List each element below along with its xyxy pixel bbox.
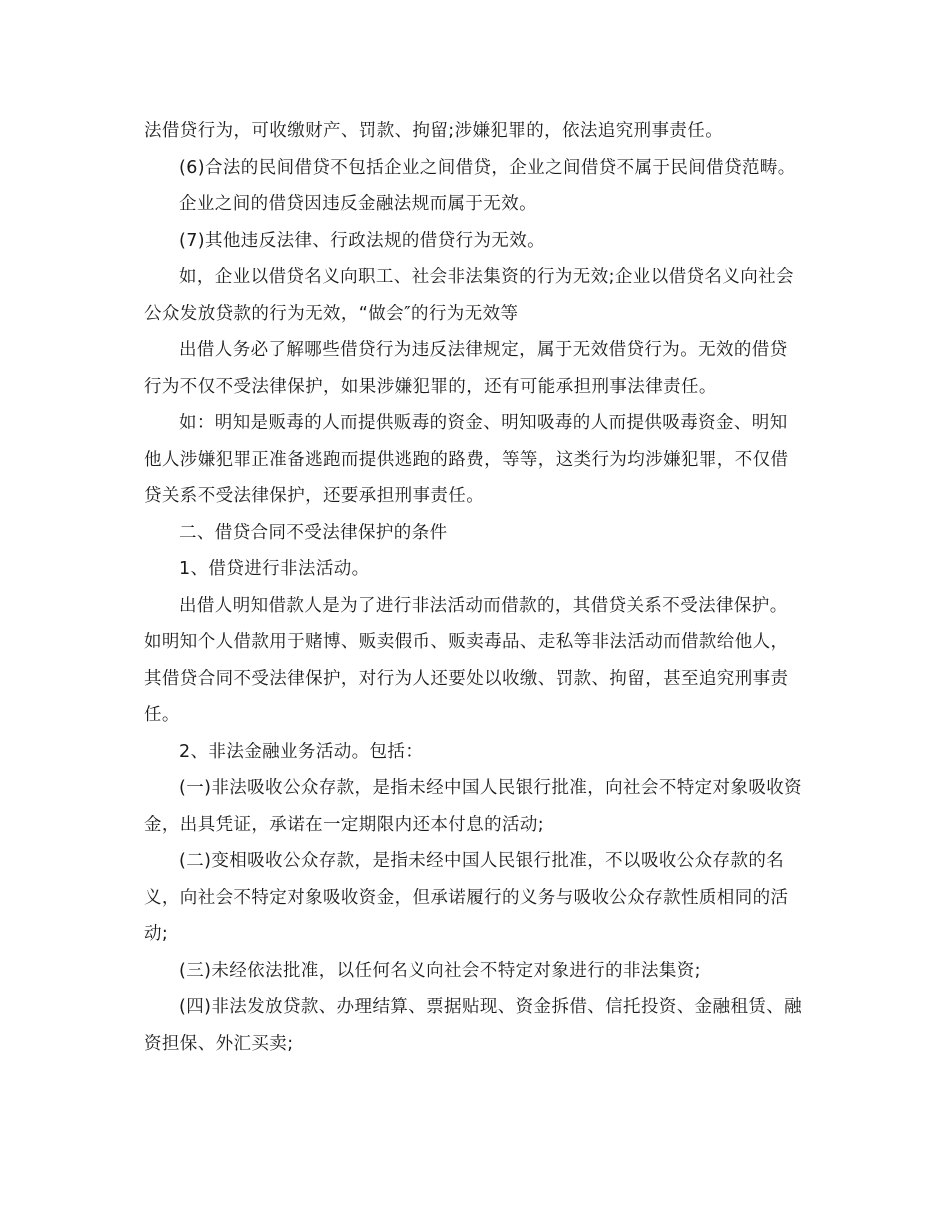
list-item-3: (三)未经依法批准，以任何名义向社会不特定对象进行的非法集资; — [179, 960, 701, 981]
paragraph-continuation: 法借贷行为，可收缴财产、罚款、拘留;涉嫌犯罪的，依法追究刑事责任。 — [144, 121, 724, 141]
paragraph-enterprise-lending: 企业之间的借贷因违反金融法规而属于无效。 — [179, 194, 537, 214]
subheading-illegal-activity: 1、借贷进行非法活动。 — [179, 559, 370, 579]
subheading-illegal-finance: 2、非法金融业务活动。包括： — [179, 741, 424, 762]
section-heading-2: 二、借贷合同不受法律保护的条件 — [179, 522, 448, 543]
list-item-1: (一)非法吸收公众存款，是指未经中国人民银行批准，向社会不特定对象吸收资金，出具凭证，承诺在一定期限内还本付息的活动; — [144, 778, 803, 835]
document-body — [144, 113, 804, 1062]
paragraph-lender-awareness: 出借人务必了解哪些借贷行为违反法律规定，属于无效借贷行为。无效的借贷行为不仅不受法律保护，如果涉嫌犯罪的，还有可能承担刑事法律责任。 — [144, 340, 788, 397]
list-item-2: (二)变相吸收公众存款，是指未经中国人民银行批准，不以吸收公众存款的名义，向社会不特定对象吸收资金，但承诺履行的义务与吸收公众存款性质相同的活动; — [144, 851, 789, 944]
paragraph-item-7: (7)其他违反法律、行政法规的借贷行为无效。 — [179, 230, 546, 251]
list-item-4: (四)非法发放贷款、办理结算、票据贴现、资金拆借、信托投资、金融租赁、融资担保、外汇买卖; — [144, 997, 803, 1054]
paragraph-example-drugs: 如：明知是贩毒的人而提供贩毒的资金、明知吸毒的人而提供吸毒资金、明知他人涉嫌犯罪正准备逃跑而提供逃跑的路费，等等，这类行为均涉嫌犯罪，不仅借贷关系不受法律保护，还要承担刑事责任。 — [144, 413, 789, 506]
paragraph-example-invalid: 如，企业以借贷名义向职工、社会非法集资的行为无效;企业以借贷名义向社会公众发放贷款的行为无效，“做会″的行为无效等 — [144, 267, 794, 324]
paragraph-item-6: (6)合法的民间借贷不包括企业之间借贷，企业之间借贷不属于民间借贷范畴。 — [179, 157, 796, 178]
paragraph-illegal-activity: 出借人明知借款人是为了进行非法活动而借款的，其借贷关系不受法律保护。如明知个人借款用于赌博、贩卖假币、贩卖毒品、走私等非法活动而借款给他人，其借贷合同不受法律保护，对行为人还要处以收缴、罚款、拘留，甚至追究刑事责任。 — [144, 595, 789, 725]
